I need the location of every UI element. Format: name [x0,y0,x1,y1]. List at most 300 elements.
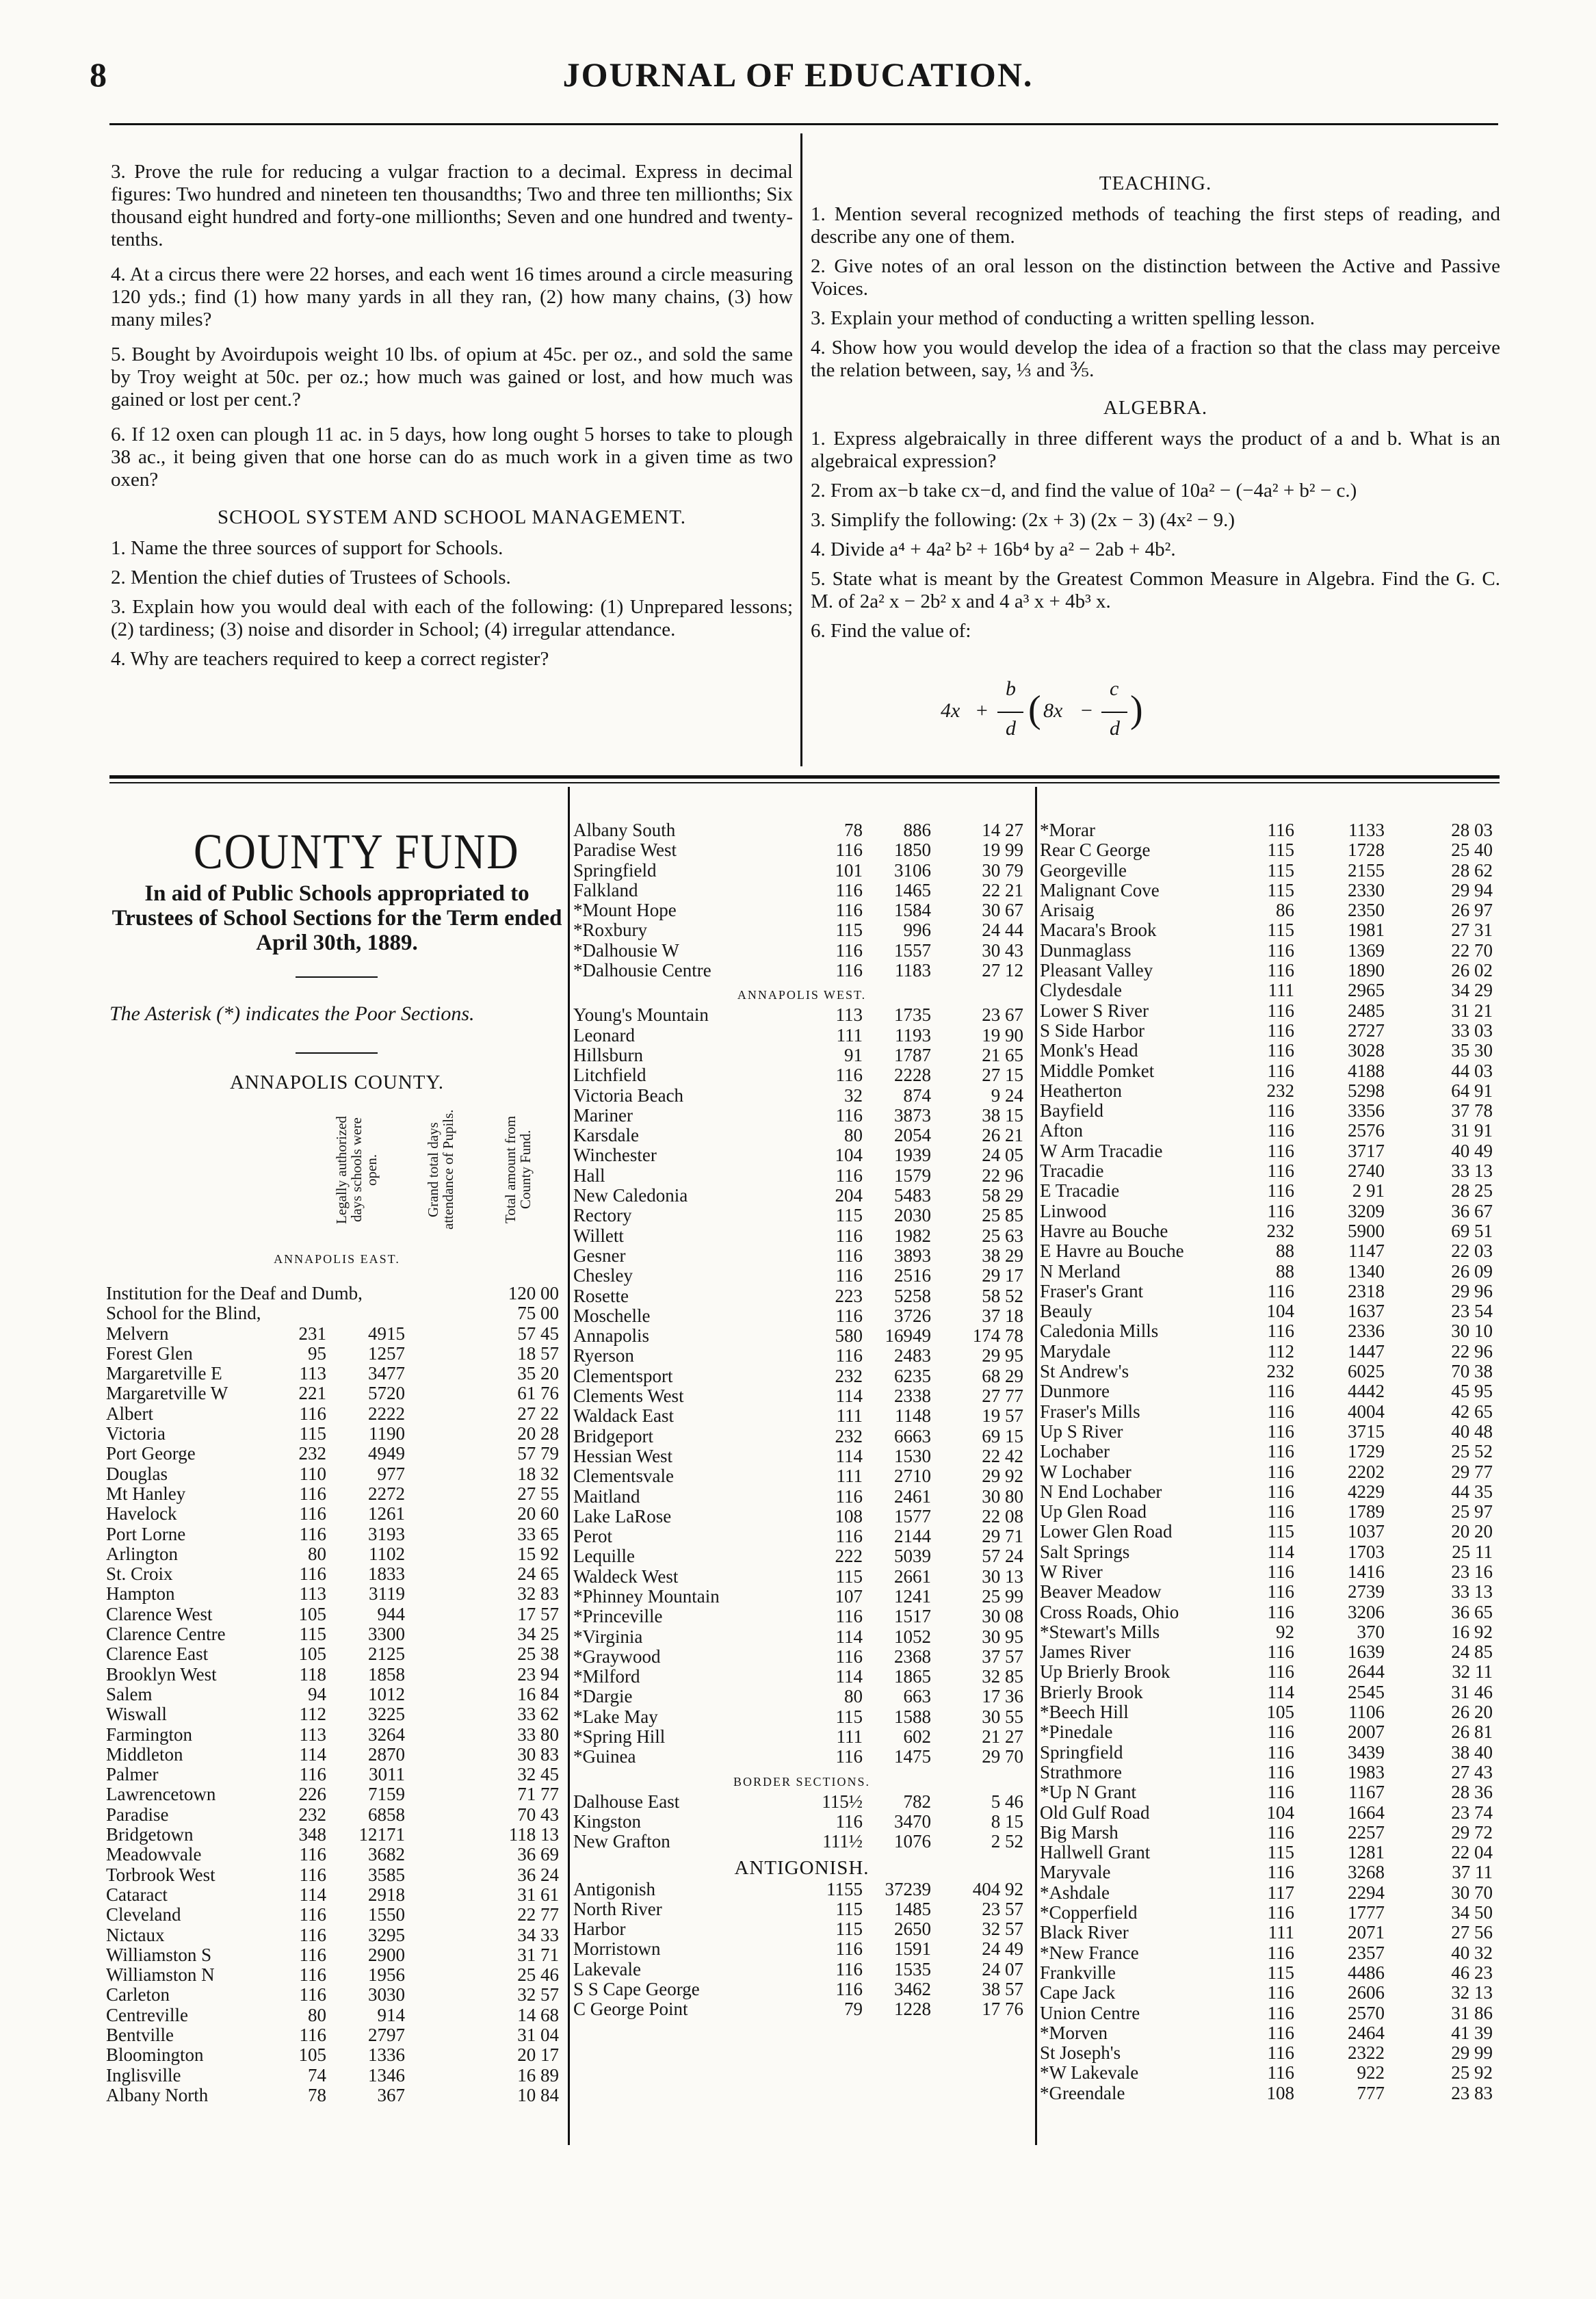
days-open: 115 [1267,879,1294,900]
amount: 24 05 [982,1145,1023,1166]
amount: 44 03 [1451,1060,1493,1081]
section-name: W Arm Tracadie [1040,1140,1163,1161]
table-row [573,1880,1030,1899]
attendance: 3439 [1348,1741,1385,1763]
section-name: Chesley [573,1265,633,1286]
table-row [106,1624,566,1644]
days-open: 116 [835,1746,863,1767]
table-row [1040,1582,1500,1602]
days-open: 114 [835,1666,863,1687]
table-row [1040,1462,1500,1482]
attendance: 2606 [1348,1982,1385,2003]
amount: 24 49 [982,1938,1023,1960]
table-row [1040,1862,1500,1882]
days-open: 115 [835,920,863,941]
amount: 34 29 [1451,980,1493,1001]
attendance: 3028 [1348,1040,1385,1061]
section-name: Waldeck West [573,1566,679,1587]
table-row [1040,2023,1500,2043]
days-open: 114 [835,1386,863,1407]
section-name: Victoria [106,1423,166,1444]
days-open: 107 [835,1585,863,1607]
table-row [1040,1763,1500,1782]
amount: 32 45 [517,1764,559,1785]
amount: 58 52 [982,1285,1023,1306]
table-row [106,2005,566,2025]
table-row [573,820,1030,840]
section-name: Bentville [106,2024,174,2045]
section-name: Bridgetown [106,1824,194,1845]
question: 2. Mention the chief duties of Trustees of Schools. [111,567,511,588]
days-open: 116 [1267,1120,1294,1141]
attendance: 5720 [368,1383,405,1404]
section-name: *Copperfield [1040,1902,1138,1923]
attendance: 4004 [1348,1401,1385,1422]
section-name: Annapolis [573,1325,649,1347]
section-name: Hallwell Grant [1040,1842,1151,1863]
column-head-days: Legally authorized days schools were open. [333,1115,380,1224]
amount: 27 56 [1451,1922,1493,1943]
days-open: 116 [1267,820,1294,840]
days-open: 116 [835,1485,863,1507]
amount: 75 00 [517,1303,559,1324]
days-open: 116 [1267,2042,1294,2064]
days-open: 105 [298,1644,326,1665]
section-name: Up S River [1040,1420,1123,1442]
days-open: 116 [1267,1761,1294,1782]
table-row [573,1707,1030,1727]
table-row [1040,1702,1500,1722]
table-row [106,1685,566,1704]
attendance: 3585 [368,1864,405,1885]
question: 5. Bought by Avoirdupois weight 10 lbs. of opium at 45c. per oz., and sold the same by Troy weight at 50c. per oz.; how much was gained or lost, and how much was gained or lost per cent.? [111,343,793,411]
table-row [1040,1642,1500,1662]
table-row [1040,1803,1500,1823]
question: 6. Find the value of: [811,620,971,642]
section-name: Lower Glen Road [1040,1521,1173,1542]
amount: 64 91 [1451,1080,1493,1101]
amount: 120 00 [508,1283,559,1303]
section-name: Pleasant Valley [1040,960,1153,981]
table-row [573,1792,1030,1812]
days-open: 232 [298,1443,326,1464]
section-name: Margaretville W [106,1383,228,1404]
section-name: Bayfield [1040,1100,1103,1121]
attendance: 2900 [368,1944,405,1965]
county-fund-title: COUNTY FUND [194,823,520,880]
days-open: 116 [1267,939,1294,961]
days-open: 116 [299,1483,326,1504]
attendance: 2368 [894,1646,931,1667]
days-open: 108 [1266,2082,1294,2103]
section-name: Hillsburn [573,1044,644,1065]
column-divider-upper [800,133,802,766]
days-open: 116 [835,939,863,961]
fraction-bar [997,712,1023,713]
days-open: 116 [835,1646,863,1667]
amount: 40 49 [1451,1140,1493,1161]
attendance: 5298 [1348,1080,1385,1101]
section-name: Fraser's Mills [1040,1401,1140,1422]
attendance: 2357 [1348,1942,1385,1963]
table-row [573,881,1030,900]
days-open: 116 [299,1844,326,1865]
days-open: 111 [1268,1922,1294,1943]
days-open: 116 [835,900,863,921]
teaching-heading: TEACHING. [1099,172,1212,194]
attendance: 1577 [894,1505,931,1527]
section-name: *Phinney Mountain [573,1585,720,1607]
question: 6. If 12 oxen can plough 11 ac. in 5 days, how long ought 5 horses to take to plough 38 ac., it being given that one horse can do as much work in a given time as two oxen? [111,424,793,491]
table-row [1040,1282,1500,1301]
days-open: 104 [835,1145,863,1166]
days-open: 114 [299,1743,326,1765]
table-row [1040,1321,1500,1341]
attendance: 4188 [1348,1060,1385,1081]
poor-sections-note: The Asterisk (*) indicates the Poor Sections. [109,1002,475,1025]
amount: 18 32 [517,1463,559,1484]
formula-denominator: d [1110,717,1120,740]
amount: 32 13 [1451,1982,1493,2003]
days-open: 232 [835,1425,863,1446]
amount: 69 51 [1451,1220,1493,1241]
days-open: 116 [299,1563,326,1585]
days-open: 116 [299,2024,326,2045]
amount: 23 94 [517,1663,559,1685]
section-name: Port Lorne [106,1523,186,1544]
table-row [1040,1402,1500,1422]
attendance: 5258 [894,1285,931,1306]
attendance: 2222 [368,1403,405,1424]
days-open: 232 [1266,1220,1294,1241]
section-name: Winchester [573,1145,657,1166]
attendance: 2710 [894,1466,931,1487]
table-row [1040,1662,1500,1682]
table-row [573,1406,1030,1426]
section-name: Gesner [573,1245,626,1266]
attendance: 2030 [894,1205,931,1226]
section-name: *Pinedale [1040,1722,1113,1743]
table-row [106,1344,566,1364]
amount: 17 76 [982,1999,1023,2020]
table-row [573,1687,1030,1706]
days-open: 105 [298,2044,326,2066]
amount: 25 46 [517,1964,559,1986]
table-row [106,1765,566,1784]
section-name: Bridgeport [573,1425,653,1446]
days-open: 222 [835,1546,863,1567]
table-row [573,1045,1030,1065]
attendance: 1336 [368,2044,405,2066]
section-name: W River [1040,1561,1103,1582]
table-row [106,2045,566,2065]
table-row [1040,881,1500,900]
amount: 27 55 [517,1483,559,1504]
table-row [573,1527,1030,1546]
section-name: *Stewart's Mills [1040,1621,1160,1642]
amount: 24 65 [517,1563,559,1585]
school-system-heading: SCHOOL SYSTEM AND SCHOOL MANAGEMENT. [217,506,687,528]
attendance: 1190 [369,1423,405,1444]
amount: 38 15 [982,1104,1023,1126]
amount: 31 86 [1451,2002,1493,2023]
attendance: 4442 [1348,1381,1385,1402]
attendance: 1735 [894,1004,931,1026]
attendance: 1257 [368,1342,405,1364]
amount: 68 29 [982,1365,1023,1386]
section-name: Albert [106,1403,153,1424]
section-name: Albany North [106,2084,209,2105]
amount: 69 15 [982,1425,1023,1446]
amount: 22 96 [1451,1340,1493,1362]
attendance: 3268 [1348,1862,1385,1883]
days-open: 116 [835,1606,863,1627]
amount: 35 30 [1451,1040,1493,1061]
amount: 37 18 [982,1305,1023,1326]
table-row [573,1005,1030,1025]
attendance: 1584 [894,900,931,921]
days-open: 116 [1267,1441,1294,1462]
days-open: 108 [835,1505,863,1527]
amount: 14 27 [982,820,1023,840]
attendance: 1664 [1348,1802,1385,1823]
days-open: 116 [1267,1321,1294,1342]
attendance: 1535 [894,1958,931,1979]
section-name: Paradise [106,1804,169,1825]
attendance: 1777 [1348,1902,1385,1923]
attendance: 1475 [894,1746,931,1767]
attendance: 3264 [368,1724,405,1745]
table-row [1040,1883,1500,1903]
days-open: 116 [835,960,863,981]
days-open: 104 [1266,1802,1294,1823]
days-open: 86 [1276,900,1294,921]
section-name: Big Marsh [1040,1821,1118,1843]
section-name: Melvern [106,1323,169,1344]
amount: 29 72 [1451,1821,1493,1843]
section-name: James River [1040,1641,1131,1663]
table-row [573,1667,1030,1687]
amount: 22 96 [982,1165,1023,1186]
attendance: 1346 [368,2064,405,2086]
table-row [573,840,1030,860]
table-row [106,1404,566,1424]
section-name: Cape Jack [1040,1982,1116,2003]
formula-minus: − [1080,699,1094,722]
table-row [106,1303,566,1323]
attendance: 1148 [895,1405,931,1427]
days-open: 116 [1267,1481,1294,1502]
formula-paren-close: ) [1130,688,1143,731]
amount: 29 96 [1451,1280,1493,1301]
amount: 29 77 [1451,1461,1493,1482]
table-row [1040,1983,1500,2003]
table-row [1040,1943,1500,1963]
table-row [1040,861,1500,881]
section-name: N End Lochaber [1040,1481,1162,1502]
days-open: 116 [1267,1100,1294,1121]
amount: 33 65 [517,1523,559,1544]
days-open: 32 [844,1084,863,1106]
table-row [1040,1963,1500,1983]
days-open: 116 [1267,1501,1294,1522]
days-open: 74 [308,2064,326,2086]
amount: 27 12 [982,960,1023,981]
days-open: 116 [835,1526,863,1547]
days-open: 116 [1267,1782,1294,1803]
amount: 30 70 [1451,1882,1493,1903]
table-row [573,1286,1030,1306]
section-name: Leonard [573,1024,635,1045]
attendance: 4915 [368,1323,405,1344]
attendance: 1261 [368,1503,405,1524]
days-open: 116 [1267,1722,1294,1743]
amount: 15 92 [517,1543,559,1564]
amount: 57 24 [982,1546,1023,1567]
section-name: Cleveland [106,1904,181,1925]
table-row [1040,1342,1500,1362]
attendance: 1637 [1348,1301,1385,1322]
column-head-amount: Total amount from County Fund. [502,1115,534,1224]
attendance: 3209 [1348,1200,1385,1221]
section-name: Bloomington [106,2044,204,2066]
days-open: 116 [835,1104,863,1126]
section-name: Lake LaRose [573,1505,672,1527]
amount: 23 57 [982,1898,1023,1919]
question: 2. From ax−b take cx−d, and find the value of 10a² − (−4a² + b² − c.) [811,480,1357,502]
attendance: 2740 [1348,1160,1385,1182]
amount: 20 60 [517,1503,559,1524]
attendance: 4949 [368,1443,405,1464]
table-row [1040,1362,1500,1381]
table-row [106,1524,566,1544]
section-name: Williamston N [106,1964,215,1986]
amount: 24 07 [982,1958,1023,1979]
section-name: Strathmore [1040,1761,1122,1782]
days-open: 116 [835,879,863,900]
days-open: 112 [1267,1340,1294,1362]
days-open: 91 [844,1044,863,1065]
section-name: *Dargie [573,1686,633,1707]
days-open: 116 [835,1810,863,1832]
days-open: 116 [299,1764,326,1785]
attendance: 1579 [894,1165,931,1186]
table-row [106,1704,566,1724]
attendance: 1729 [1348,1441,1385,1462]
section-name: Brooklyn West [106,1663,217,1685]
section-name: *Morar [1040,820,1095,840]
attendance: 3356 [1348,1100,1385,1121]
amount: 19 57 [982,1405,1023,1427]
section-name: *Up N Grant [1040,1782,1136,1803]
section-name: Hampton [106,1583,175,1605]
attendance: 2965 [1348,980,1385,1001]
amount: 22 21 [982,879,1023,900]
section-name: Frankville [1040,1962,1116,1983]
amount: 28 36 [1451,1782,1493,1803]
attendance: 1369 [1348,939,1385,961]
amount: 19 90 [982,1024,1023,1045]
amount: 22 08 [982,1505,1023,1527]
amount: 14 68 [517,2004,559,2025]
table-row [106,1825,566,1845]
amount: 26 20 [1451,1702,1493,1723]
amount: 23 83 [1451,2082,1493,2103]
section-name: Springfield [573,859,657,881]
days-open: 116 [1267,1160,1294,1182]
section-name: *Greendale [1040,2082,1125,2103]
amount: 35 20 [517,1363,559,1384]
table-row [1040,900,1500,920]
section-name: Clements West [573,1386,684,1407]
attendance: 2125 [368,1644,405,1665]
days-open: 79 [844,1999,863,2020]
section-name: Lakevale [573,1958,641,1979]
days-open: 116 [1267,1561,1294,1582]
section-name: Torbrook West [106,1864,215,1885]
days-open: 80 [844,1686,863,1707]
table-row [573,1812,1030,1832]
days-open: 116 [299,1924,326,1945]
section-name: Malignant Cove [1040,879,1160,900]
table-row [573,1246,1030,1266]
attendance: 3462 [894,1979,931,2000]
section-name: Morristown [573,1938,661,1960]
attendance: 4486 [1348,1962,1385,1983]
table-row [106,1324,566,1344]
section-name: Young's Mountain [573,1004,709,1026]
amount: 33 03 [1451,1019,1493,1041]
section-name: Clarence East [106,1644,209,1665]
table-row [1040,2043,1500,2063]
amount: 174 78 [972,1325,1023,1347]
table-row [573,1065,1030,1085]
attendance: 3477 [368,1363,405,1384]
amount: 8 15 [991,1810,1023,1832]
attendance: 1550 [368,1904,405,1925]
table-row [573,1647,1030,1667]
section-name: Hall [573,1165,605,1186]
amount: 25 11 [1452,1541,1493,1562]
table-row [1040,2063,1500,2083]
attendance: 914 [377,2004,405,2025]
amount: 22 42 [982,1445,1023,1466]
amount: 37 11 [1452,1862,1493,1883]
section-name: Clarence West [106,1603,213,1624]
amount: 27 15 [982,1065,1023,1086]
attendance: 977 [377,1463,405,1484]
attendance: 3011 [369,1764,405,1785]
table-row [1040,1101,1500,1121]
table-row [573,1587,1030,1607]
attendance: 2338 [894,1386,931,1407]
amount: 118 13 [508,1824,559,1845]
attendance: 1789 [1348,1501,1385,1522]
attendance: 1557 [894,939,931,961]
table-row [106,1725,566,1745]
table-row [573,1366,1030,1386]
section-name: Douglas [106,1463,168,1484]
attendance: 1447 [1348,1340,1385,1362]
amount: 404 92 [972,1878,1023,1899]
section-name: Middle Pomket [1040,1060,1155,1081]
amount: 20 20 [1451,1521,1493,1542]
amount: 33 80 [517,1724,559,1745]
table-row [573,1126,1030,1145]
section-name: Maryvale [1040,1862,1111,1883]
formula-plus: + [975,699,989,722]
amount: 31 04 [517,2024,559,2045]
